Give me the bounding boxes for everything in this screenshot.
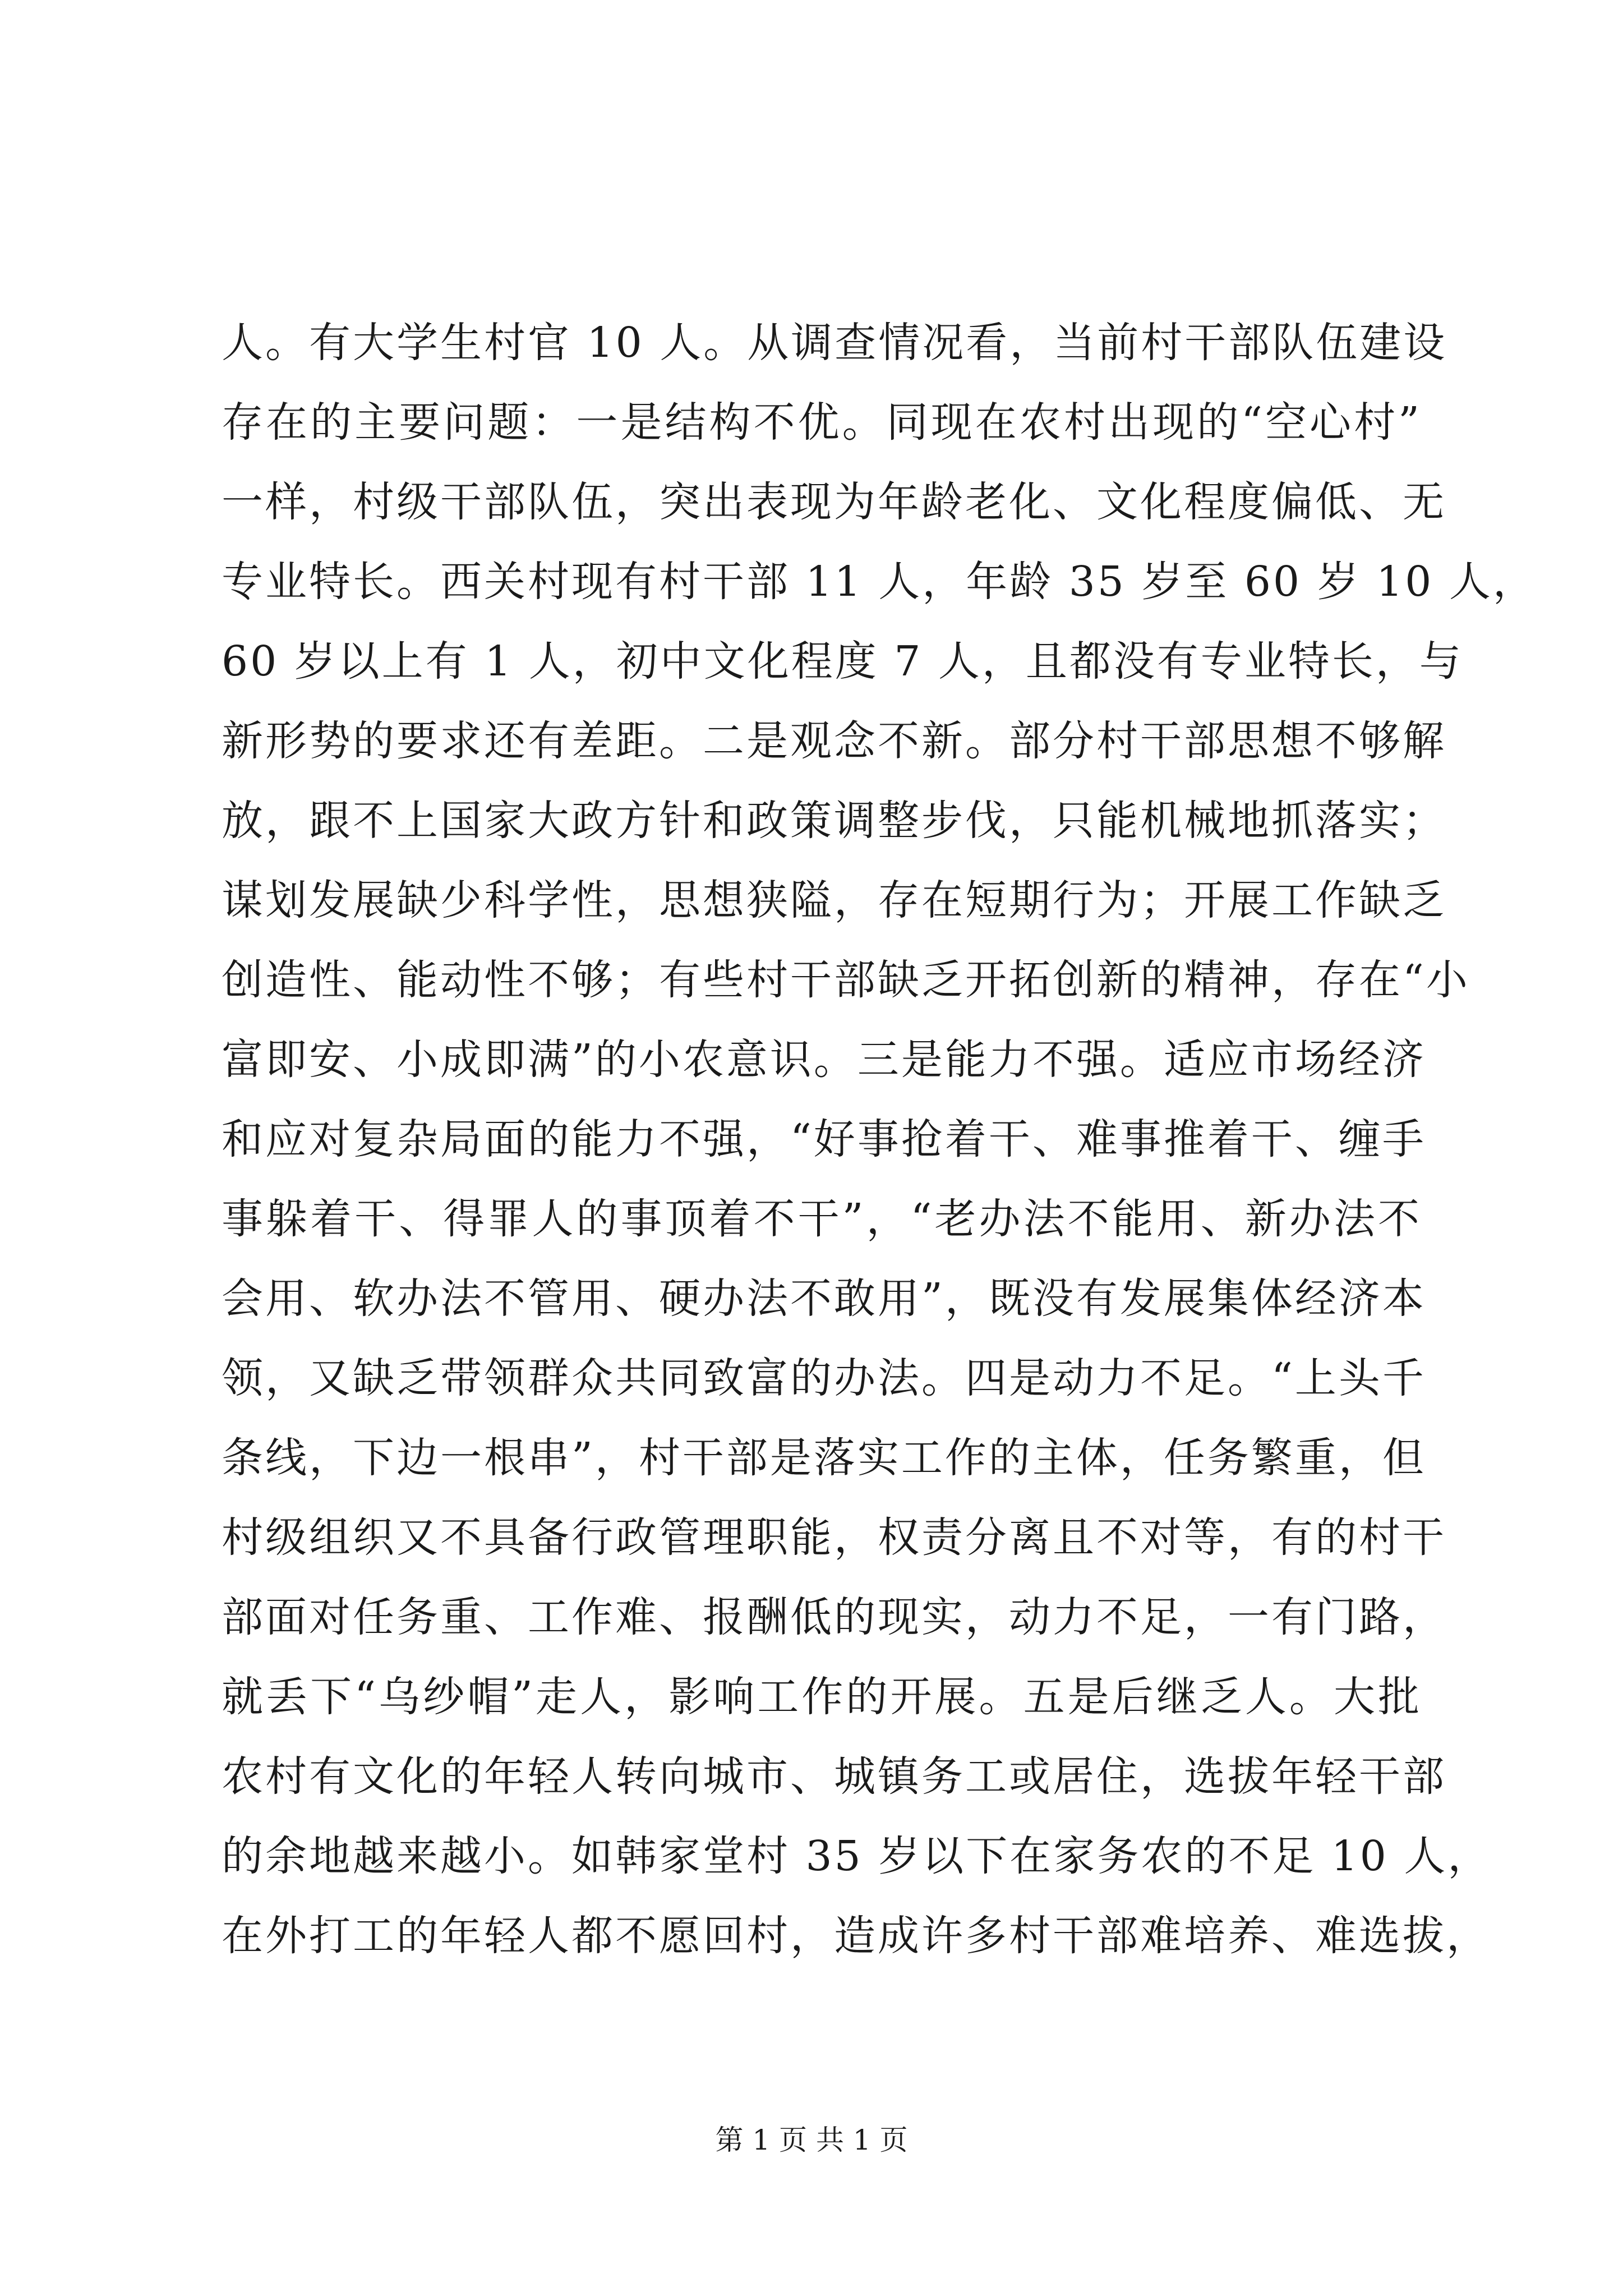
text-line: 村级组织又不具备行政管理职能，权责分离且不对等，有的村干 <box>222 1513 1446 1562</box>
text-line: 条线，下边一根串”，村干部是落实工作的主体，任务繁重，但 <box>222 1434 1426 1482</box>
text-line: 人。有大学生村官 10 人。从调查情况看，当前村干部队伍建设 <box>222 319 1447 367</box>
text-line: 放，跟不上国家大政方针和政策调整步伐，只能机械地抓落实； <box>222 797 1446 845</box>
text-line: 会用、软办法不管用、硬办法不敢用”，既没有发展集体经济本 <box>222 1274 1426 1323</box>
text-line: 事躲着干、得罪人的事顶着不干”，“老办法不能用、新办法不 <box>222 1195 1422 1243</box>
text-line: 和应对复杂局面的能力不强，“好事抢着干、难事推着干、缠手 <box>222 1115 1426 1163</box>
text-line: 专业特长。西关村现有村干部 11 人，年龄 35 岁至 60 岁 10 人， <box>222 558 1537 606</box>
text-line: 一样，村级干部队伍，突出表现为年龄老化、文化程度偏低、无 <box>222 478 1446 526</box>
page-footer <box>0 2118 1623 2158</box>
text-line: 谋划发展缺少科学性，思想狭隘，存在短期行为；开展工作缺乏 <box>222 876 1446 924</box>
body-text <box>222 303 1537 1976</box>
text-line: 60 岁以上有 1 人，初中文化程度 7 人，且都没有专业特长，与 <box>222 637 1463 685</box>
text-line: 的余地越来越小。如韩家堂村 35 岁以下在家务农的不足 10 人， <box>222 1832 1492 1880</box>
text-line: 就丢下“乌纱帽”走人，影响工作的开展。五是后继乏人。大批 <box>222 1673 1422 1721</box>
text-line: 领，又缺乏带领群众共同致富的办法。四是动力不足。“上头千 <box>222 1354 1426 1402</box>
text-line: 富即安、小成即满”的小农意识。三是能力不强。适应市场经济 <box>222 1036 1426 1084</box>
text-line: 在外打工的年轻人都不愿回村，造成许多村干部难培养、难选拔， <box>222 1912 1490 1960</box>
text-line: 部面对任务重、工作难、报酬低的现实，动力不足，一有门路， <box>222 1593 1446 1641</box>
text-line: 新形势的要求还有差距。二是观念不新。部分村干部思想不够解 <box>222 717 1446 765</box>
text-line: 创造性、能动性不够；有些村干部缺乏开拓创新的精神，存在“小 <box>222 956 1470 1004</box>
text-line: 存在的主要问题：一是结构不优。同现在农村出现的“空心村” <box>222 398 1422 447</box>
text-line: 农村有文化的年轻人转向城市、城镇务工或居住，选拔年轻干部 <box>222 1752 1446 1801</box>
page-number-label: 第 1 页 共 1 页 <box>715 2124 908 2156</box>
